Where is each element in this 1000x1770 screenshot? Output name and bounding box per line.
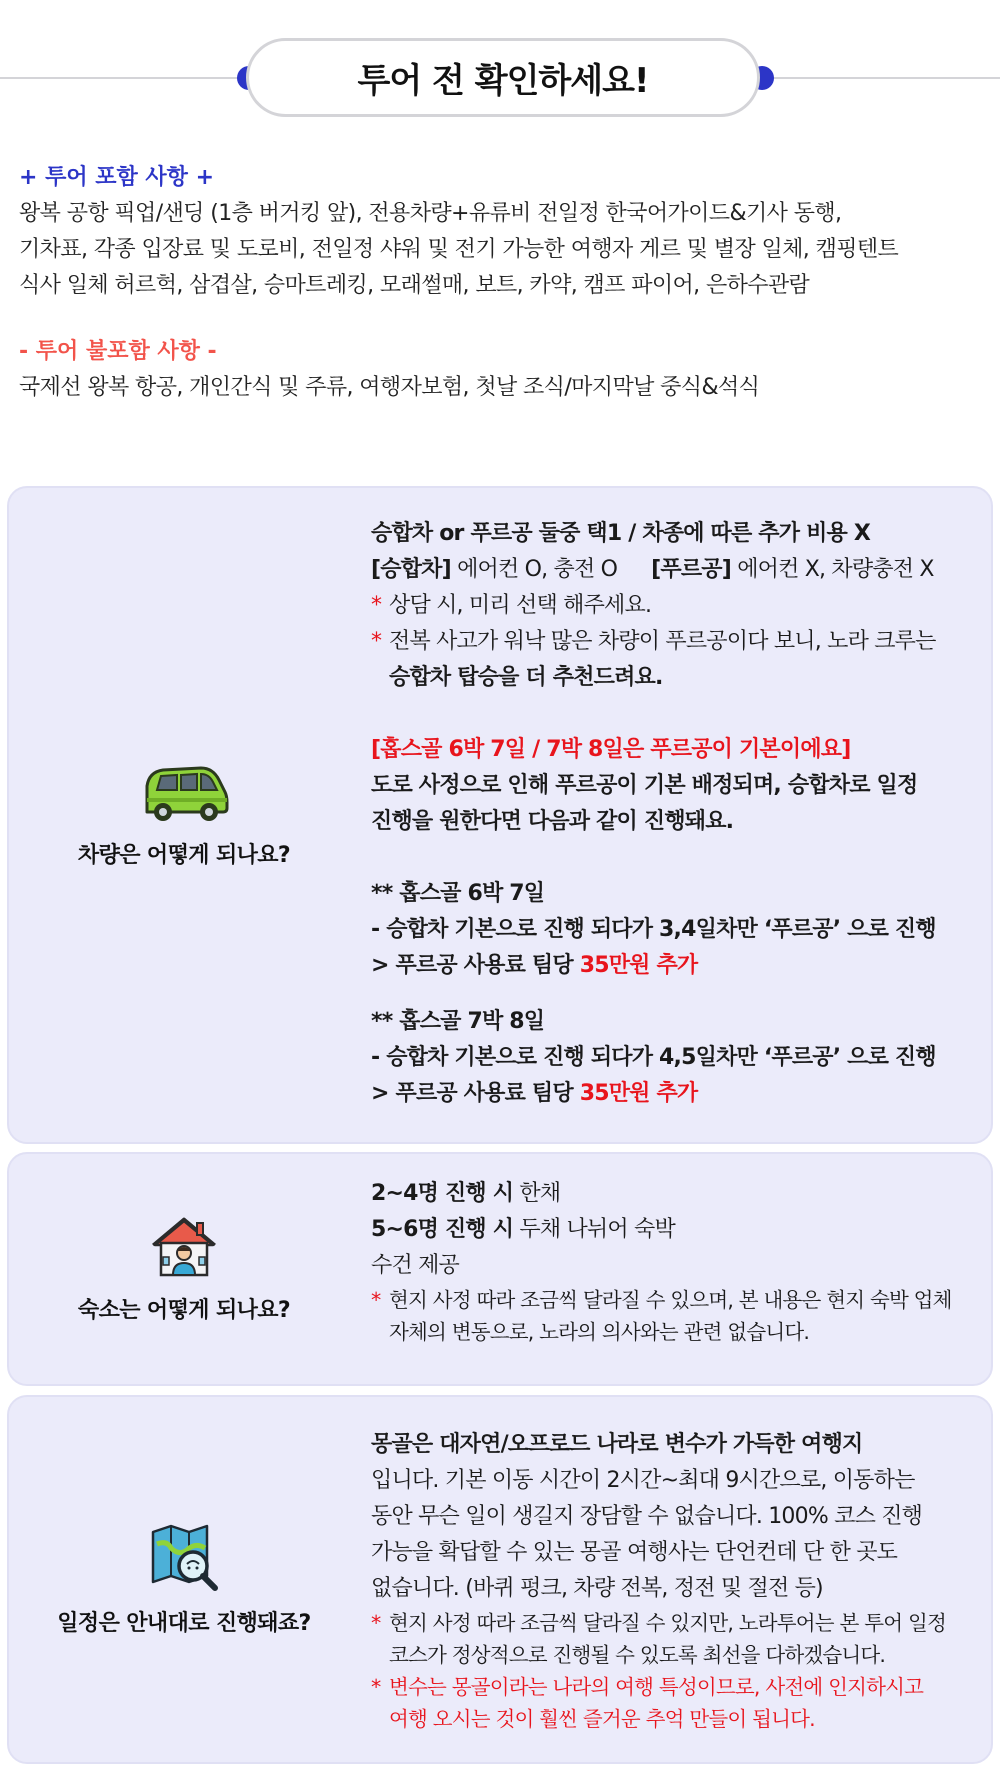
house-person-icon [149,1215,219,1279]
page-title: 투어 전 확인하세요! [357,61,649,101]
included-line: 왕복 공항 픽업/샌딩 (1층 버거킹 앞), 전용차량+유류비 전일정 한국어가이드&기사 동행, [19,201,842,226]
vehicle-red-header: [홉스골 6박 7일 / 7박 8일은 푸르공이 기본이에요] [371,737,851,762]
lodging-note-cont: 자체의 변동으로, 노라의 의사와는 관련 없습니다. [389,1320,810,1344]
header-pill [246,38,760,117]
vehicle-desc: 진행을 원한다면 다음과 같이 진행돼요. [371,809,734,834]
tour-info [19,160,989,406]
plan-title: ** 홉스골 7박 8일 [371,1009,545,1034]
lodging-note: * 현지 사정 따라 조금씩 달라질 수 있으며, 본 내용은 현지 숙박 업체 [371,1288,952,1312]
plan-title: ** 홉스골 6박 7일 [371,881,545,906]
schedule-line: 입니다. 기본 이동 시간이 2시간~최대 9시간으로, 이동하는 [371,1468,915,1493]
schedule-line: 동안 무슨 일이 생길지 장담할 수 없습니다. 100% 코스 진행 [371,1504,923,1529]
included-line: 기차표, 각종 입장료 및 도로비, 전일정 샤워 및 전기 가능한 여행자 게르 및 별장 일체, 캠핑텐트 [19,237,899,262]
vehicle-desc: 도로 사정으로 인해 푸르공이 기본 배정되며, 승합차로 일정 [371,773,918,798]
vehicle-note: * 상담 시, 미리 선택 해주세요. [371,593,652,618]
lodging-line: 2~4명 진행 시 한채 [371,1181,561,1206]
schedule-line: 가능을 확답할 수 있는 몽골 여행사는 단언컨데 단 한 곳도 [371,1540,898,1565]
vehicle-question: 차량은 어떻게 되나요? [77,842,291,868]
plan-line: - 승합차 기본으로 진행 되다가 3,4일차만 ‘푸르공’ 으로 진행 [371,917,936,942]
plan-line: - 승합차 기본으로 진행 되다가 4,5일차만 ‘푸르공’ 으로 진행 [371,1045,936,1070]
van-icon [139,762,229,824]
vehicle-card [7,486,993,1144]
map-search-icon [149,1522,219,1592]
schedule-question-block [9,1397,359,1762]
lodging-line: 수건 제공 [371,1253,460,1278]
vehicle-summary: 승합차 or 푸르공 둘중 택1 / 차종에 따른 추가 비용 X [371,521,870,546]
vehicle-note: * 전복 사고가 워낙 많은 차량이 푸르공이다 보니, 노라 크루는 [371,629,936,654]
plan-fee: > 푸르공 사용료 팀당 35만원 추가 [371,1081,698,1106]
schedule-question: 일정은 안내대로 진행돼죠? [57,1611,311,1636]
included-line: 식사 일체 허르헉, 삼겹살, 승마트레킹, 모래썰매, 보트, 카약, 캠프 파이어, 은하수관람 [19,273,810,298]
plan-fee: > 푸르공 사용료 팀당 35만원 추가 [371,953,698,978]
lodging-question: 숙소는 어떻게 되나요? [77,1297,291,1323]
vehicle-options: [승합차] 에어컨 O, 충전 O [푸르공] 에어컨 X, 차량충전 X [371,557,934,582]
schedule-note-red-cont: 여행 오시는 것이 훨씬 즐거운 추억 만들이 됩니다. [389,1707,815,1731]
vehicle-note-cont: 승합차 탑승을 더 추천드려요. [389,665,663,690]
excluded-line: 국제선 왕복 항공, 개인간식 및 주류, 여행자보험, 첫날 조식/마지막날 중식&석식 [19,375,760,400]
schedule-note: * 현지 사정 따라 조금씩 달라질 수 있지만, 노라투어는 본 투어 일정 [371,1611,946,1635]
lodging-line: 5~6명 진행 시 두채 나뉘어 숙박 [371,1217,675,1242]
lodging-question-block [9,1154,359,1384]
included-title: + 투어 포함 사항 + [19,165,215,190]
schedule-note-red: * 변수는 몽골이라는 나라의 여행 특성이므로, 사전에 인지하시고 [371,1675,924,1699]
schedule-note-cont: 코스가 정상적으로 진행될 수 있도록 최선을 다하겠습니다. [389,1643,886,1667]
lodging-card [7,1152,993,1386]
schedule-line: 없습니다. (바퀴 펑크, 차량 전복, 정전 및 절전 등) [371,1576,823,1601]
vehicle-answer [371,516,991,1112]
schedule-card [7,1395,993,1764]
section-header [0,0,1000,140]
schedule-line: 몽골은 대자연/오프로드 나라로 변수가 가득한 여행지 [371,1432,863,1457]
lodging-answer [371,1176,991,1348]
schedule-answer [371,1427,991,1735]
excluded-title: - 투어 불포함 사항 - [19,339,217,364]
vehicle-question-block [9,488,359,1142]
